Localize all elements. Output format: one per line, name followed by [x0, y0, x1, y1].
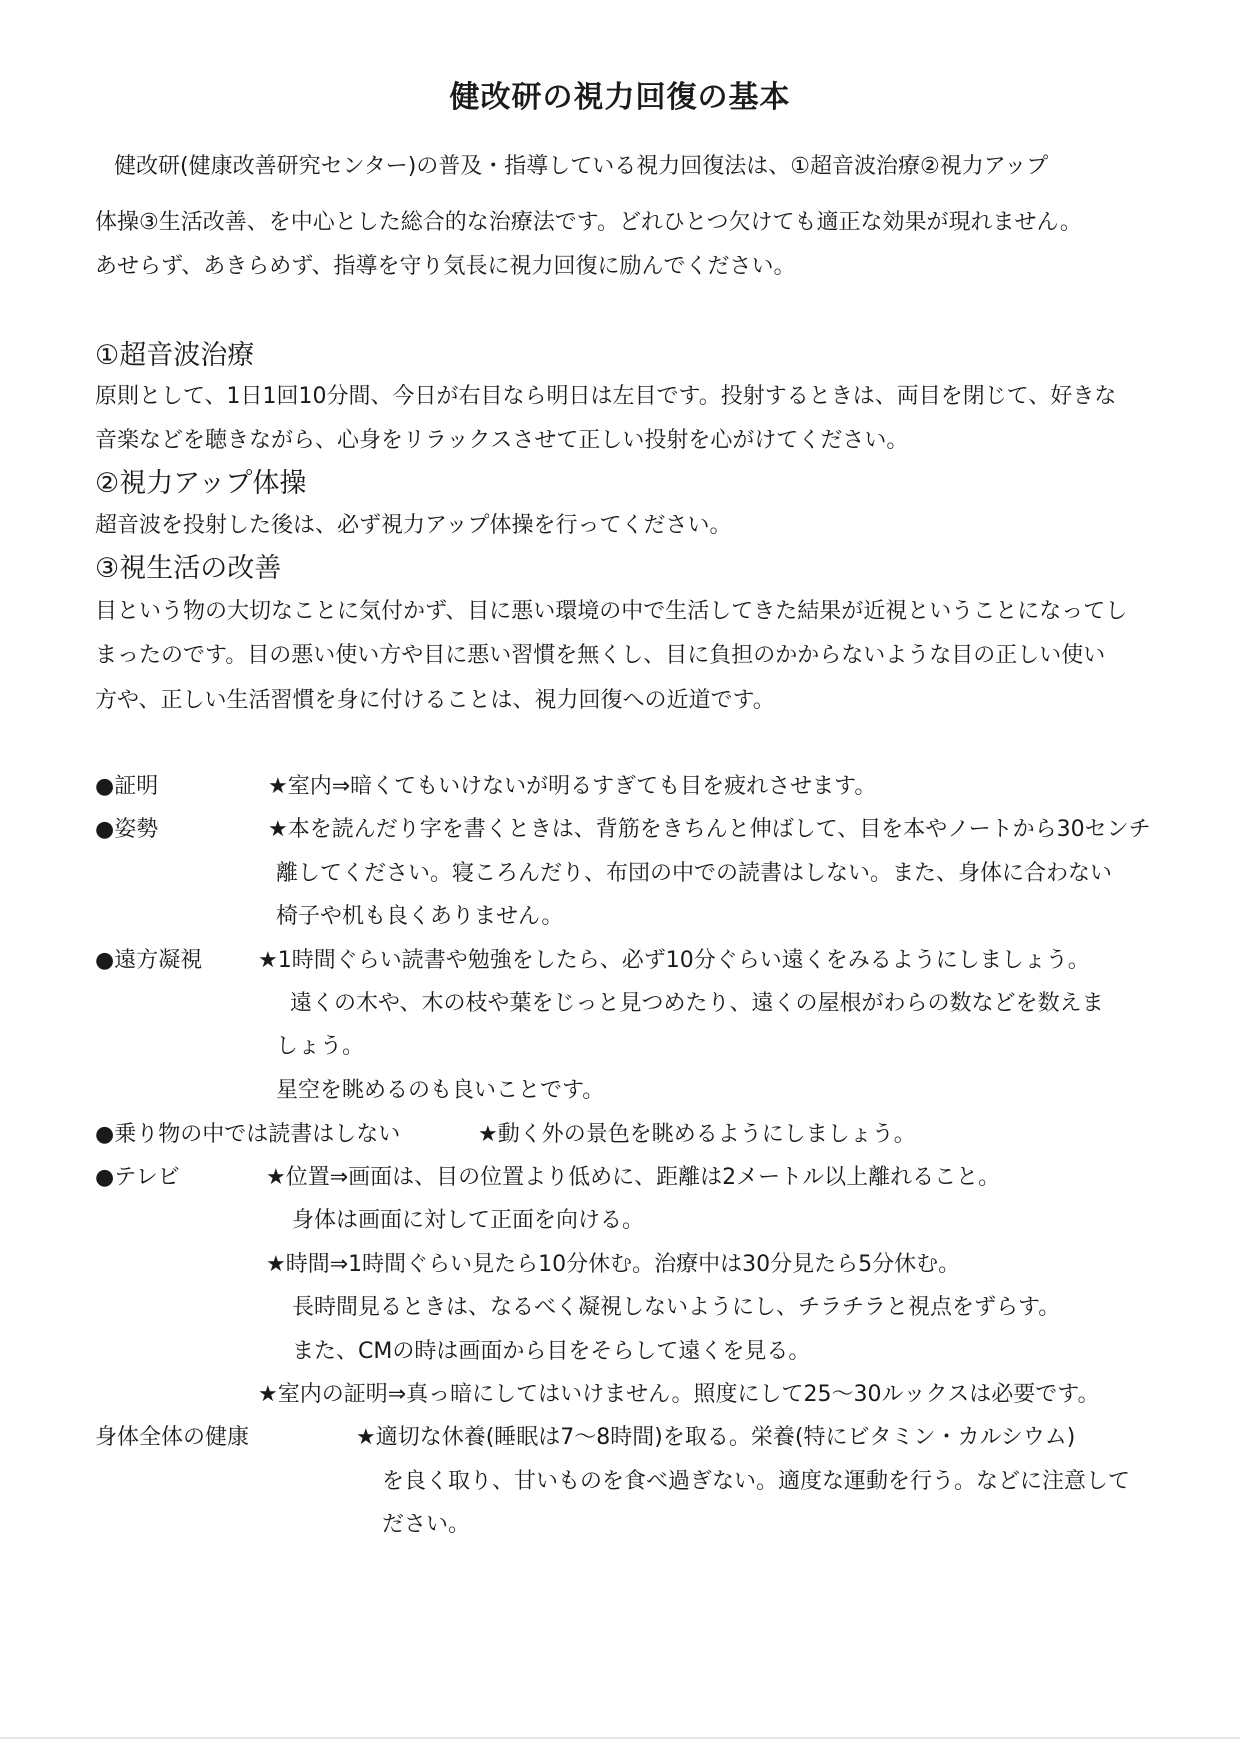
tip-label-posture: ●姿勢 — [95, 817, 159, 842]
section-text: 音楽などを聴きながら、心身をリラックスさせて正しい投射を心がけてください。 — [95, 428, 909, 453]
section-text: 超音波を投射した後は、必ず視力アップ体操を行ってください。 — [95, 513, 732, 538]
tip-label-tv: ●テレビ — [95, 1165, 180, 1190]
intro-line: あせらず、あきらめず、指導を守り気長に視力回復に励んでください。 — [95, 254, 796, 279]
tip-text: ★適切な休養(睡眠は7～8時間)を取る。栄養(特にビタミン・カルシウム) — [356, 1425, 1076, 1450]
tip-text: ★室内の証明⇒真っ暗にしてはいけません。照度にして25～30ルックスは必要です。 — [258, 1382, 1100, 1407]
tip-label-distant-gaze: ●遠方凝視 — [95, 948, 203, 973]
tip-text: 長時間見るときは、なるべく凝視しないようにし、チラチラと視点をずらす。 — [292, 1295, 1061, 1320]
section-text: 原則として、1日1回10分間、今日が右目なら明日は左目です。投射するときは、両目を閉じて、好きな — [95, 384, 1117, 409]
tip-text: を良く取り、甘いものを食べ過ぎない。適度な運動を行う。などに注意して — [382, 1469, 1131, 1494]
section-text: 目という物の大切なことに気付かず、目に悪い環境の中で生活してきた結果が近視ということになってし — [95, 599, 1128, 624]
section-heading-lifestyle: ③視生活の改善 — [95, 553, 282, 584]
page-title: 健改研の視力回復の基本 — [449, 80, 791, 115]
tip-label-vehicle: ●乗り物の中では読書はしない — [95, 1122, 401, 1147]
tip-text: ★動く外の景色を眺めるようにしましょう。 — [478, 1122, 916, 1147]
tip-text: ★本を読んだり字を書くときは、背筋をきちんと伸ばして、目を本やノートから30センチ — [268, 817, 1151, 842]
tip-text: 遠くの木や、木の枝や葉をじっと見つめたり、遠くの屋根がわらの数などを数えま — [290, 991, 1104, 1016]
section-text: 方や、正しい生活習慣を身に付けることは、視力回復への近道です。 — [95, 688, 775, 713]
intro-line: 体操③生活改善、を中心とした総合的な治療法です。どれひとつ欠けても適正な効果が現れません。 — [95, 210, 1082, 235]
intro-line: 健改研(健康改善研究センター)の普及・指導している視力回復法は、①超音波治療②視力アップ — [114, 154, 1049, 179]
tip-text: ★位置⇒画面は、目の位置より低めに、距離は2メートル以上離れること。 — [266, 1165, 1001, 1190]
tip-text: しょう。 — [276, 1034, 365, 1059]
tip-text: ださい。 — [382, 1512, 471, 1537]
tip-text: ★1時間ぐらい読書や勉強をしたら、必ず10分ぐらい遠くをみるようにしましょう。 — [258, 948, 1090, 973]
tip-text: また、CMの時は画面から目をそらして遠くを見る。 — [292, 1339, 811, 1364]
tip-text: 椅子や机も良くありません。 — [276, 904, 564, 929]
tip-text: 星空を眺めるのも良いことです。 — [276, 1078, 605, 1103]
tip-text: ★室内⇒暗くてもいけないが明るすぎても目を疲れさせます。 — [268, 774, 877, 799]
section-text: まったのです。目の悪い使い方や目に悪い習慣を無くし、目に負担のかからないような目の正しい使い — [95, 643, 1106, 668]
tip-label-lighting: ●証明 — [95, 774, 159, 799]
tip-text: ★時間⇒1時間ぐらい見たら10分休む。治療中は30分見たら5分休む。 — [266, 1252, 961, 1277]
tip-text: 離してください。寝ころんだり、布団の中での読書はしない。また、身体に合わない — [276, 861, 1113, 886]
tip-label-overall-health: 身体全体の健康 — [95, 1425, 250, 1450]
tip-text: 身体は画面に対して正面を向ける。 — [292, 1208, 645, 1233]
section-heading-ultrasound: ①超音波治療 — [95, 340, 255, 371]
scan-edge-divider — [0, 1737, 1240, 1739]
section-heading-exercise: ②視力アップ体操 — [95, 468, 307, 499]
